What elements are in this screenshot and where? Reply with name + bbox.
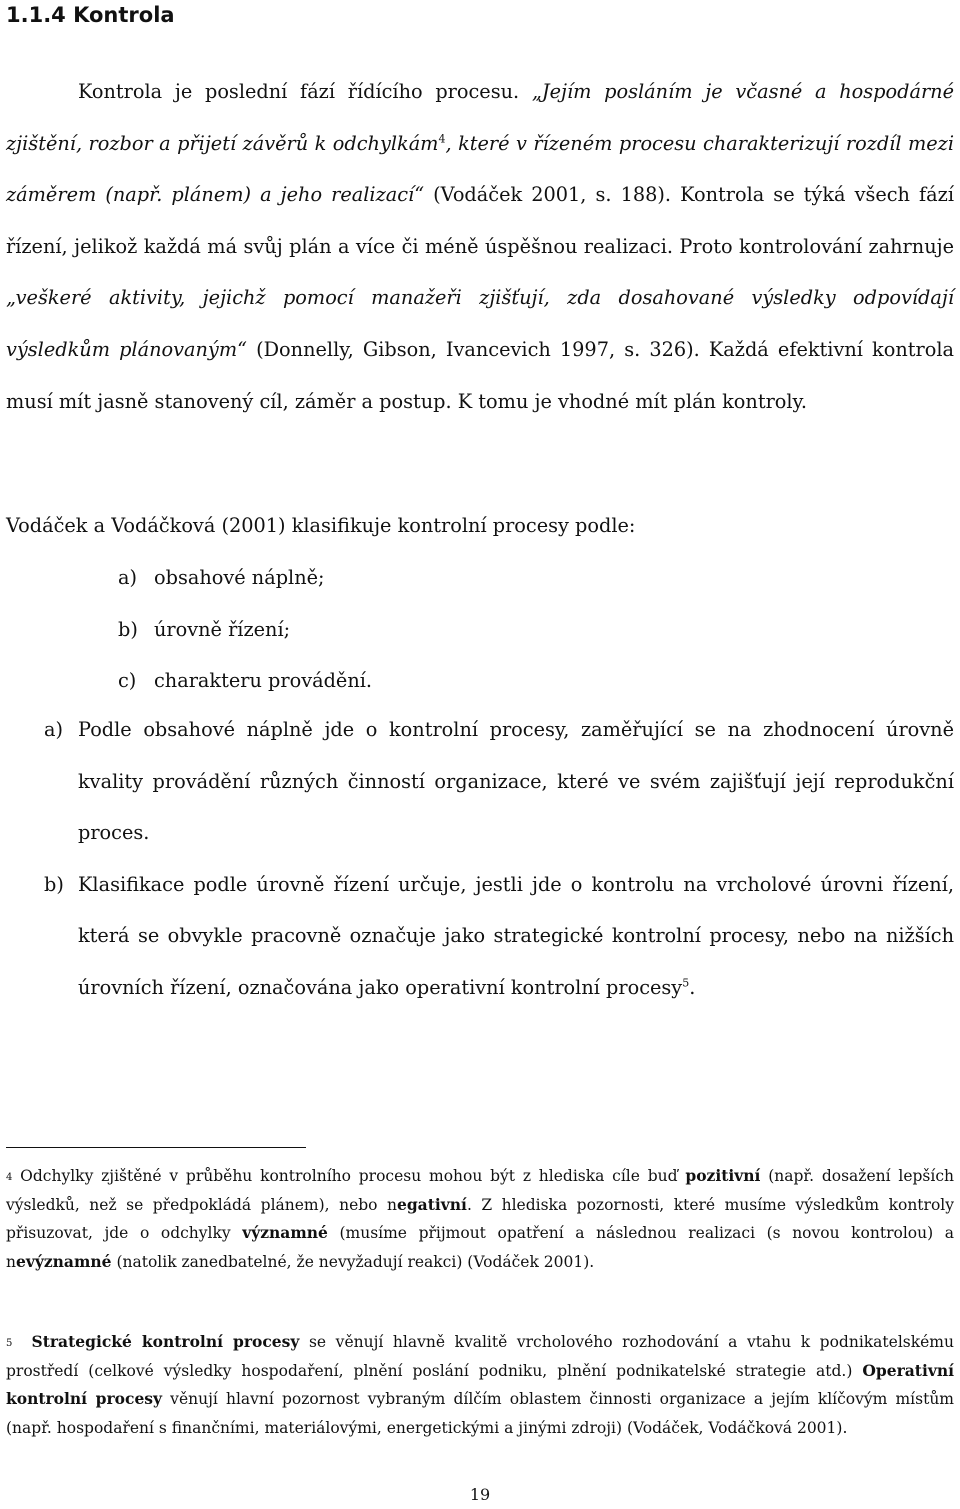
paragraph-classification: Vodáček a Vodáčková (2001) klasifikuje kontrolní procesy podle: [6,514,636,537]
detail-item-end: . [689,975,696,999]
quote-vodacek: „Jejím posláním je včasné a hospodárné zjištění, rozbor a přijetí závěrů k odchylkám [6,80,954,155]
footnote-text: Odchylky zjištěné v průběhu kontrolního procesu mohou být z hlediska cíle buď [12,1167,686,1185]
detail-list [44,704,954,1014]
list-item-text: obsahové náplně; [154,566,325,589]
footnote-bold: významné [242,1223,328,1243]
list-marker: b) [118,617,138,641]
quote-donnelly: „veškeré aktivity, jejichž pomocí manažeři zjišťují, zda dosahované výsledky odpovídají výsledkům plánovaným“ [6,286,954,361]
paragraph-intro [6,66,954,427]
footnote-ref-4[interactable]: 4 [438,132,446,146]
list-marker: a) [118,566,138,589]
footnote-text: (musíme přijmout opatření a následnou realizaci (s novou kontrolou) a n [6,1224,954,1271]
footnote-text: věnují hlavní pozornost vybraným dílčím oblastem činnosti organizace a jejím klíčovým místům (např. hospodaření s finančními, materiálovými, energetickými a jinými zdroji) (Vodáček, Vodáčková 2001). [6,1390,955,1437]
footnote-text: (např. dosažení lepších výsledků, než se předpokládá plánem), nebo n [6,1167,955,1214]
list-item [118,604,372,656]
list-marker: b) [44,872,64,896]
footnote-bold: evýznamné [15,1251,112,1271]
section-heading: 1.1.4 Kontrola [6,3,175,27]
list-marker: a) [44,718,64,741]
footnote-mark: 5 [6,1338,13,1349]
page-number: 19 [469,1485,491,1504]
classification-list [118,552,372,707]
footnote-mark: 4 [6,1172,13,1183]
list-item-text: charakteru provádění. [154,669,373,693]
footnote-4 [6,1162,954,1276]
footnote-5 [6,1328,954,1442]
footnote-bold: Strategické kontrolní procesy [31,1332,300,1351]
paragraph-intro-s1: Kontrola je poslední fází řídícího procesu. [78,80,532,103]
paragraph-intro-s3: (Donnelly, Gibson, Ivancevich 1997, s. 326). Každá efektivní kontrola musí mít jasně stanovený cíl, záměr a postup. K tomu je vhodné mít plán kontroly. [6,337,954,413]
list-item-text: úrovně řízení; [154,617,291,641]
footnote-bold: Operativní kontrolní procesy [6,1360,954,1409]
detail-item-level [44,859,954,1014]
footnote-text: se věnují hlavně kvalitě vrcholového rozhodování a vtahu k podnikatelskému prostředí (celkové výsledky hospodaření, plnění poslání podniku, plnění podnikatelské strategie atd.) [6,1333,954,1380]
footnote-separator [6,1147,306,1148]
footnote-bold: egativní [396,1194,467,1214]
paragraph-intro-s2: (Vodáček 2001, s. 188). Kontrola se týká všech fází řízení, jelikož každá má svůj plán a více či méně úspěšnou realizaci. Proto kontrolování zahrnuje [6,183,955,258]
list-item [118,552,372,604]
footnote-bold: pozitivní [685,1166,761,1185]
detail-item-content [44,704,954,859]
footnote-text: . Z hlediska pozornosti, které musíme výsledkům kontroly přisuzovat, jde o odchylky [6,1195,954,1243]
detail-item-text: Podle obsahové náplně jde o kontrolní procesy, zaměřující se na zhodnocení úrovně kvality provádění různých činností organizace, které ve svém zajišťují její reprodukční proces. [78,718,954,845]
footnote-text: (natolik zanedbatelné, že nevyžadují reakci) (Vodáček 2001). [111,1252,595,1271]
detail-item-text: Klasifikace podle úrovně řízení určuje, jestli jde o kontrolu na vrcholové úrovni řízení, která se obvykle pracovně označuje jako strategické kontrolní procesy, nebo na nižších úrovních řízení, označována jako operativní kontrolní procesy [78,872,954,999]
list-marker: c) [118,669,137,693]
quote-vodacek-cont: , které v řízeném procesu charakterizují rozdíl mezi záměrem (např. plánem) a jeho realizací“ [6,131,954,207]
footnote-ref-5[interactable]: 5 [682,976,690,990]
list-item [118,655,372,707]
